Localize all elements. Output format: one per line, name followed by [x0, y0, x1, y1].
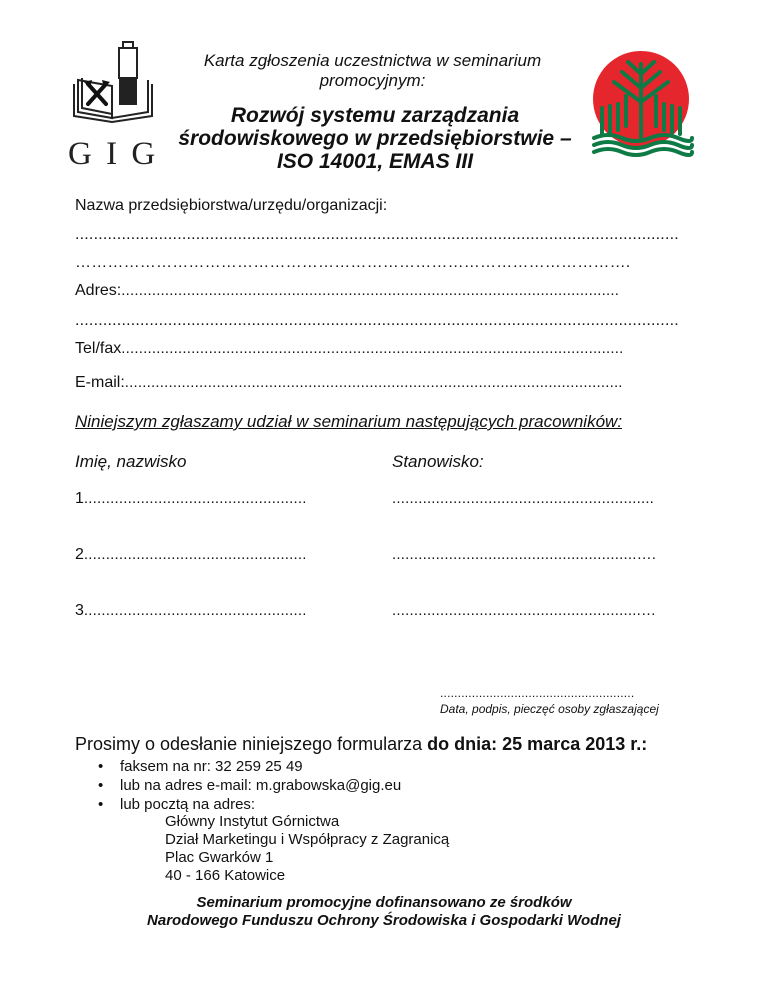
- intro-line: Karta zgłoszenia uczestnictwa w seminarium promocyjnym:: [203, 51, 542, 90]
- participant-row-3: [75, 602, 307, 620]
- row-number: 3: [75, 602, 84, 619]
- footer-line-1: Seminarium promocyjne dofinansowano ze środków: [196, 894, 572, 911]
- intro-text: [180, 51, 565, 91]
- name-field[interactable]: ...................................................: [83, 602, 307, 619]
- position-field[interactable]: .........................................................…: [392, 602, 657, 619]
- participant-row-1: [75, 490, 307, 508]
- postal-address: [165, 813, 449, 885]
- bullet-icon: •: [98, 777, 104, 794]
- footer-note: [60, 894, 708, 930]
- address-line: 40 - 166 Katowice: [165, 867, 286, 884]
- phone-label: Tel/fax: [75, 340, 122, 357]
- title-line-2: środowiskowego w przedsiębiorstwie –: [178, 127, 572, 150]
- signature-caption: Data, podpis, pieczęć osoby zgłaszającej: [440, 702, 659, 716]
- nfosigw-emblem-icon: [588, 46, 698, 166]
- email-link[interactable]: lub na adres e-mail: m.grabowska@gig.eu: [120, 777, 402, 794]
- position-field[interactable]: ............................................................: [392, 490, 655, 507]
- address-field-line-2[interactable]: ..................................................................................................................................: [75, 312, 679, 329]
- bullet-icon: •: [98, 758, 104, 775]
- delivery-options: [98, 757, 401, 814]
- gig-logo: [68, 40, 159, 172]
- list-item: [98, 776, 401, 795]
- address-row: [75, 282, 696, 300]
- address-label: Adres:: [75, 282, 122, 299]
- seminar-title: [170, 104, 580, 173]
- position-field[interactable]: ........................................................….: [392, 546, 657, 563]
- bullet-icon: •: [98, 796, 104, 813]
- address-line: Główny Instytut Górnictwa: [165, 813, 340, 830]
- position-column-header: Stanowisko:: [392, 452, 484, 471]
- title-line-1: Rozwój systemu zarządzania: [230, 104, 520, 127]
- footer-line-2: Narodowego Funduszu Ochrony Środowiska i Gospodarki Wodnej: [147, 912, 621, 929]
- participants-heading: Niniejszym zgłaszamy udział w seminarium następujących pracowników:: [75, 412, 623, 431]
- phone-field[interactable]: ...................................................................................................................: [121, 340, 624, 357]
- email-row: [75, 374, 696, 392]
- row-number: 2: [75, 546, 84, 563]
- instructions-text: Prosimy o odesłanie niniejszego formularza: [75, 734, 428, 754]
- address-field-line-1[interactable]: ..................................................................................................................: [121, 282, 620, 299]
- phone-row: [75, 340, 696, 358]
- list-item: • faksem na nr: 32 259 25 49: [98, 758, 303, 775]
- gig-emblem-icon: [68, 40, 158, 125]
- name-field[interactable]: ...................................................: [83, 546, 307, 563]
- name-field[interactable]: ...................................................: [83, 490, 307, 507]
- signature-field[interactable]: .......................................................: [440, 686, 635, 700]
- deadline: do dnia: 25 marca 2013 r.:: [427, 734, 648, 754]
- gig-logo-text: G I G: [68, 136, 159, 172]
- row-number: 1: [75, 490, 84, 507]
- name-column-header: Imię, nazwisko: [75, 452, 187, 471]
- org-label: Nazwa przedsiębiorstwa/urzędu/organizacji:: [75, 197, 388, 214]
- list-item: • lub pocztą na adres:: [98, 796, 256, 813]
- title-line-3: ISO 14001, EMAS III: [276, 150, 474, 173]
- participant-row-2: [75, 546, 307, 564]
- email-label: E-mail:: [75, 374, 125, 391]
- instructions-intro: [75, 734, 647, 755]
- email-field[interactable]: ..................................................................................................................: [124, 374, 623, 391]
- org-field-line-2[interactable]: ………………………………………………………………………………………….: [75, 254, 631, 271]
- org-field-line-1[interactable]: ..................................................................................................................................: [75, 226, 679, 243]
- address-line: Plac Gwarków 1: [165, 849, 274, 866]
- address-line: Dział Marketingu i Współpracy z Zagranicą: [165, 831, 450, 848]
- nfosigw-logo: [588, 46, 698, 166]
